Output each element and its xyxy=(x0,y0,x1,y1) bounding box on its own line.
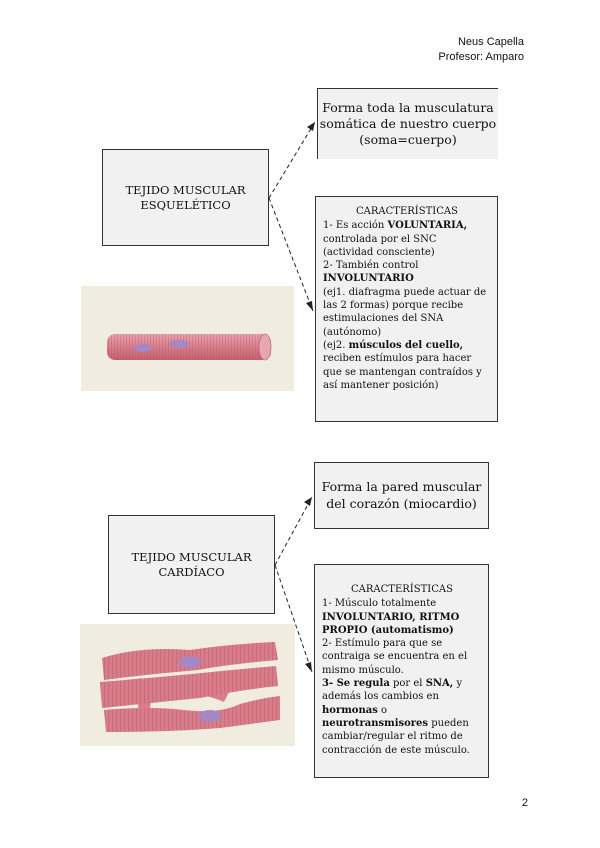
feature-bold-text: 3- Se xyxy=(322,678,354,690)
skeletal-title-line1: TEJIDO MUSCULAR xyxy=(125,183,246,198)
feature-bold-text: músculos del cuello, xyxy=(348,339,464,351)
page-number: 2 xyxy=(521,797,528,809)
feature-text: así mantener posición) xyxy=(323,379,439,391)
arrow-head xyxy=(307,122,315,131)
skeletal-title-line2: ESQUELÉTICO xyxy=(140,197,231,212)
feature-text: las 2 formas) porque recibe xyxy=(323,300,464,312)
feature-text: además los cambios en xyxy=(322,691,439,703)
feature-text: estimulaciones del SNA xyxy=(323,313,444,325)
cardiac-title-line1: TEJIDO MUSCULAR xyxy=(131,550,252,565)
cardiac-definition-line: Forma la pared muscular xyxy=(321,479,482,495)
arrow-head xyxy=(305,662,312,672)
skeletal-definition-line: Forma toda la musculatura xyxy=(322,99,494,115)
skeletal-definition-line: (soma=cuerpo) xyxy=(359,132,457,148)
feature-text: (ej1. diafragma puede actuar de xyxy=(323,286,487,298)
feature-text: cambiar/regular el ritmo de xyxy=(322,731,463,743)
feature-bold-text: regula xyxy=(353,678,390,690)
feature-bold-text: PROPIO (automatismo) xyxy=(322,624,454,636)
feature-bold-text: SNA, xyxy=(425,678,454,690)
arrow-head xyxy=(306,301,313,311)
author-name: Neus Capella xyxy=(457,36,524,48)
feature-text: contracción de este músculo. xyxy=(322,744,470,756)
feature-text: pueden xyxy=(428,717,469,729)
feature-text: controlada por el SNC xyxy=(323,233,437,245)
feature-text: mismo músculo. xyxy=(322,664,404,676)
feature-bold-text: INVOLUNTARIO xyxy=(323,273,414,285)
feature-text: 2- Estímulo para que se xyxy=(322,638,443,650)
feature-text: 1- Es acción xyxy=(323,220,388,232)
feature-bold-text: INVOLUNTARIO, RITMO xyxy=(322,611,460,623)
feature-text: contraiga se encuentra en el xyxy=(322,651,468,663)
cardiac-definition-line: del corazón (miocardio) xyxy=(326,495,477,511)
feature-text: (ej2. xyxy=(323,339,349,351)
teacher-name: Profesor: Amparo xyxy=(438,51,524,63)
feature-text: y xyxy=(453,678,463,690)
feature-text: reciben estímulos para hacer xyxy=(323,353,472,365)
feature-bold-text: neurotransmisores xyxy=(322,717,429,729)
feature-bold-text: hormonas xyxy=(322,704,378,716)
cardiac-characteristics-title: CARACTERÍSTICAS xyxy=(351,584,453,595)
feature-text: (actividad consciente) xyxy=(323,246,435,258)
feature-text: que se mantengan contraídos y xyxy=(323,366,482,378)
connector-line xyxy=(269,122,315,198)
cardiac-title-line2: CARDÍACO xyxy=(158,564,225,579)
feature-text: 1- Músculo totalmente xyxy=(322,598,437,610)
feature-text: o xyxy=(377,704,388,716)
connector-line xyxy=(275,497,312,565)
skeletal-definition-line: somática de nuestro cuerpo xyxy=(319,115,497,131)
feature-text: por el xyxy=(389,678,426,690)
arrow-head xyxy=(304,497,312,506)
feature-text: 2- También control xyxy=(323,260,419,272)
skeletal-characteristics-title: CARACTERÍSTICAS xyxy=(356,206,458,217)
connector-line xyxy=(275,565,312,672)
feature-bold-text: VOLUNTARIA, xyxy=(387,220,468,232)
connector-line xyxy=(269,198,313,311)
feature-text: (autónomo) xyxy=(323,326,382,338)
